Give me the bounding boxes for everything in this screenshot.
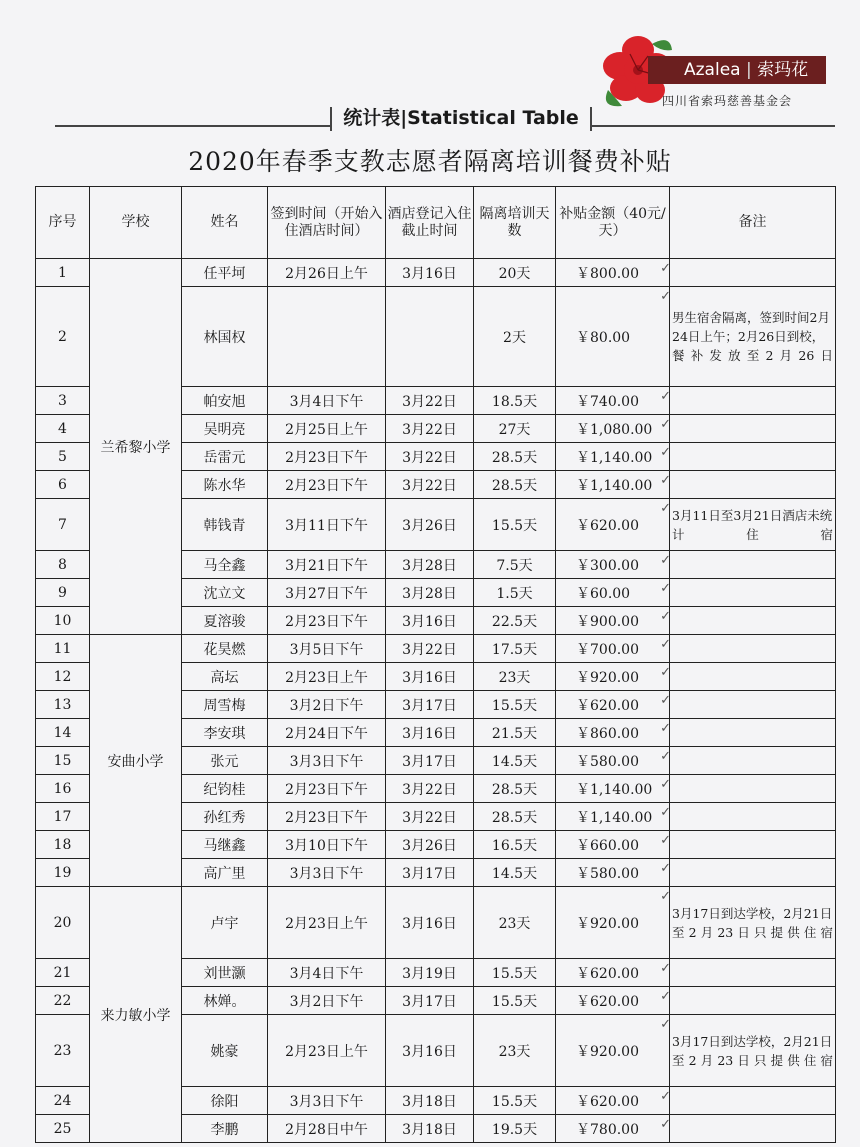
cell-checkout: 3月22日 [386, 443, 474, 471]
handwritten-check-icon: ✓ [660, 749, 671, 764]
cell-checkin: 2月24日下午 [268, 719, 386, 747]
cell-checkout: 3月26日 [386, 499, 474, 551]
cell-checkin: 2月23日下午 [268, 775, 386, 803]
cell-amount [556, 987, 670, 1015]
cell-name: 卢宇 [182, 887, 268, 959]
amount-value: ￥780.00 [576, 1121, 639, 1138]
cell-checkin: 3月2日下午 [268, 987, 386, 1015]
cell-checkout: 3月28日 [386, 551, 474, 579]
cell-name: 徐阳 [182, 1087, 268, 1115]
cell-checkin: 3月21日下午 [268, 551, 386, 579]
cell-checkin: 2月25日上午 [268, 415, 386, 443]
cell-no: 14 [36, 719, 90, 747]
cell-remark [670, 959, 836, 987]
cell-remark [670, 747, 836, 775]
logo-brand-band: Azalea | 索玛花 [648, 56, 826, 84]
cell-days: 15.5天 [474, 959, 556, 987]
cell-remark [670, 691, 836, 719]
handwritten-check-icon: ✓ [660, 289, 671, 304]
cell-amount [556, 1087, 670, 1115]
amount-value: ￥620.00 [576, 1093, 639, 1110]
amount-value: ￥620.00 [576, 965, 639, 982]
handwritten-check-icon: ✓ [660, 473, 671, 488]
handwritten-check-icon: ✓ [660, 417, 671, 432]
cell-remark [670, 607, 836, 635]
amount-value: ￥1,140.00 [576, 477, 653, 494]
cell-amount [556, 887, 670, 959]
col-header-remark: 备注 [670, 187, 836, 259]
cell-remark: 3月17日到达学校，2月21日至2月23日只提供住宿 [670, 1015, 836, 1087]
cell-checkin: 2月23日下午 [268, 803, 386, 831]
cell-remark [670, 551, 836, 579]
cell-no: 19 [36, 859, 90, 887]
logo-brand-cn: 索玛花 [757, 60, 809, 80]
cell-amount [556, 775, 670, 803]
cell-checkin: 3月5日下午 [268, 635, 386, 663]
cell-amount [556, 471, 670, 499]
cell-remark [670, 415, 836, 443]
cell-name: 林婵。 [182, 987, 268, 1015]
cell-checkout [386, 287, 474, 387]
cell-name: 姚豪 [182, 1015, 268, 1087]
amount-value: ￥860.00 [576, 725, 639, 742]
cell-name: 李鹏 [182, 1115, 268, 1143]
cell-checkin: 3月27日下午 [268, 579, 386, 607]
cell-no: 23 [36, 1015, 90, 1087]
cell-no: 5 [36, 443, 90, 471]
cell-checkin: 3月4日下午 [268, 959, 386, 987]
cell-days: 23天 [474, 663, 556, 691]
amount-value: ￥920.00 [576, 915, 639, 932]
table-row [36, 259, 836, 287]
cell-name: 岳雷元 [182, 443, 268, 471]
cell-checkout: 3月22日 [386, 775, 474, 803]
amount-value: ￥620.00 [576, 993, 639, 1010]
cell-amount [556, 259, 670, 287]
cell-checkin: 2月23日上午 [268, 887, 386, 959]
cell-name: 马全鑫 [182, 551, 268, 579]
amount-value: ￥920.00 [576, 669, 639, 686]
cell-checkout: 3月26日 [386, 831, 474, 859]
cell-days: 7.5天 [474, 551, 556, 579]
cell-checkin: 2月23日下午 [268, 443, 386, 471]
cell-amount [556, 551, 670, 579]
col-header-school: 学校 [90, 187, 182, 259]
cell-name: 花昊燃 [182, 635, 268, 663]
handwritten-check-icon: ✓ [660, 389, 671, 404]
cell-days: 15.5天 [474, 499, 556, 551]
col-header-name: 姓名 [182, 187, 268, 259]
table-row [36, 887, 836, 959]
cell-amount [556, 579, 670, 607]
cell-no: 11 [36, 635, 90, 663]
cell-amount [556, 499, 670, 551]
cell-no: 10 [36, 607, 90, 635]
cell-remark [670, 719, 836, 747]
cell-checkin: 2月23日上午 [268, 663, 386, 691]
cell-days: 22.5天 [474, 607, 556, 635]
cell-school: 安曲小学 [90, 635, 182, 887]
cell-no: 4 [36, 415, 90, 443]
cell-checkout: 3月17日 [386, 691, 474, 719]
cell-amount [556, 607, 670, 635]
cell-days: 20天 [474, 259, 556, 287]
cell-amount [556, 831, 670, 859]
handwritten-check-icon: ✓ [660, 833, 671, 848]
cell-remark [670, 775, 836, 803]
cell-no: 21 [36, 959, 90, 987]
cell-checkout: 3月16日 [386, 259, 474, 287]
cell-checkout: 3月16日 [386, 663, 474, 691]
cell-no: 6 [36, 471, 90, 499]
table-row [36, 635, 836, 663]
cell-checkin [268, 287, 386, 387]
handwritten-check-icon: ✓ [660, 501, 671, 516]
cell-remark: 3月11日至3月21日酒店未统计住宿 [670, 499, 836, 551]
cell-days: 14.5天 [474, 747, 556, 775]
cell-checkin: 2月23日上午 [268, 1015, 386, 1087]
cell-name: 林国权 [182, 287, 268, 387]
col-header-amount: 补贴金额（40元/天） [556, 187, 670, 259]
cell-amount [556, 443, 670, 471]
cell-amount [556, 691, 670, 719]
handwritten-check-icon: ✓ [660, 637, 671, 652]
cell-days: 15.5天 [474, 691, 556, 719]
cell-remark [670, 259, 836, 287]
cell-school: 兰希黎小学 [90, 259, 182, 635]
col-header-no: 序号 [36, 187, 90, 259]
cell-name: 李安琪 [182, 719, 268, 747]
cell-no: 25 [36, 1115, 90, 1143]
cell-checkout: 3月16日 [386, 887, 474, 959]
col-header-checkin: 签到时间（开始入住酒店时间） [268, 187, 386, 259]
cell-checkin: 3月3日下午 [268, 747, 386, 775]
cell-days: 28.5天 [474, 471, 556, 499]
cell-remark [670, 663, 836, 691]
cell-name: 韩钱青 [182, 499, 268, 551]
cell-checkin: 3月4日下午 [268, 387, 386, 415]
cell-no: 12 [36, 663, 90, 691]
amount-value: ￥1,140.00 [576, 781, 653, 798]
subsidy-table [35, 186, 836, 1143]
amount-value: ￥80.00 [576, 329, 631, 346]
header-label-text: 统计表|Statistical Table [343, 107, 579, 129]
cell-no: 9 [36, 579, 90, 607]
cell-remark [670, 635, 836, 663]
handwritten-check-icon: ✓ [660, 1017, 671, 1032]
amount-value: ￥580.00 [576, 753, 639, 770]
cell-amount [556, 635, 670, 663]
cell-amount [556, 387, 670, 415]
cell-checkin: 3月11日下午 [268, 499, 386, 551]
cell-remark [670, 1115, 836, 1143]
cell-checkout: 3月18日 [386, 1115, 474, 1143]
cell-name: 高坛 [182, 663, 268, 691]
handwritten-check-icon: ✓ [660, 777, 671, 792]
cell-no: 7 [36, 499, 90, 551]
header-bar-right [590, 107, 592, 131]
azalea-foundation-logo [600, 30, 830, 112]
handwritten-check-icon: ✓ [660, 989, 671, 1004]
cell-checkout: 3月17日 [386, 987, 474, 1015]
amount-value: ￥920.00 [576, 1043, 639, 1060]
cell-amount [556, 287, 670, 387]
cell-name: 纪钧桂 [182, 775, 268, 803]
handwritten-check-icon: ✓ [660, 1117, 671, 1132]
amount-value: ￥740.00 [576, 393, 639, 410]
col-header-hotel: 酒店登记入住截止时间 [386, 187, 474, 259]
cell-checkout: 3月22日 [386, 635, 474, 663]
cell-days: 21.5天 [474, 719, 556, 747]
cell-name: 张元 [182, 747, 268, 775]
handwritten-check-icon: ✓ [660, 261, 671, 276]
cell-days: 28.5天 [474, 775, 556, 803]
handwritten-check-icon: ✓ [660, 889, 671, 904]
cell-name: 陈水华 [182, 471, 268, 499]
cell-checkout: 3月28日 [386, 579, 474, 607]
logo-brand-en: Azalea [684, 60, 741, 80]
cell-name: 任平坷 [182, 259, 268, 287]
cell-remark [670, 579, 836, 607]
cell-name: 孙红秀 [182, 803, 268, 831]
handwritten-check-icon: ✓ [660, 721, 671, 736]
cell-days: 28.5天 [474, 443, 556, 471]
cell-amount [556, 803, 670, 831]
cell-checkout: 3月18日 [386, 1087, 474, 1115]
amount-value: ￥1,080.00 [576, 421, 653, 438]
cell-checkout: 3月19日 [386, 959, 474, 987]
cell-checkin: 2月23日下午 [268, 471, 386, 499]
cell-amount [556, 663, 670, 691]
amount-value: ￥620.00 [576, 697, 639, 714]
cell-amount [556, 719, 670, 747]
cell-remark [670, 831, 836, 859]
cell-days: 28.5天 [474, 803, 556, 831]
amount-value: ￥580.00 [576, 865, 639, 882]
cell-name: 刘世灏 [182, 959, 268, 987]
handwritten-check-icon: ✓ [660, 805, 671, 820]
cell-no: 17 [36, 803, 90, 831]
cell-no: 13 [36, 691, 90, 719]
cell-no: 15 [36, 747, 90, 775]
cell-days: 15.5天 [474, 1087, 556, 1115]
amount-value: ￥700.00 [576, 641, 639, 658]
cell-checkin: 3月3日下午 [268, 1087, 386, 1115]
cell-checkin: 3月10日下午 [268, 831, 386, 859]
cell-amount [556, 415, 670, 443]
document-title: 2020年春季支教志愿者隔离培训餐费补贴 [188, 147, 672, 176]
cell-name: 夏溶骏 [182, 607, 268, 635]
logo-org-name: 四川省索玛慈善基金会 [662, 94, 793, 108]
cell-days: 23天 [474, 1015, 556, 1087]
cell-remark [670, 1087, 836, 1115]
amount-value: ￥620.00 [576, 517, 639, 534]
cell-days: 16.5天 [474, 831, 556, 859]
cell-remark [670, 387, 836, 415]
cell-no: 24 [36, 1087, 90, 1115]
amount-value: ￥1,140.00 [576, 809, 653, 826]
cell-days: 17.5天 [474, 635, 556, 663]
cell-checkout: 3月17日 [386, 747, 474, 775]
amount-value: ￥900.00 [576, 613, 639, 630]
cell-days: 2天 [474, 287, 556, 387]
cell-checkout: 3月22日 [386, 803, 474, 831]
handwritten-check-icon: ✓ [660, 553, 671, 568]
cell-no: 2 [36, 287, 90, 387]
cell-name: 沈立文 [182, 579, 268, 607]
cell-checkin: 2月26日上午 [268, 259, 386, 287]
handwritten-check-icon: ✓ [660, 609, 671, 624]
cell-name: 吴明亮 [182, 415, 268, 443]
cell-checkin: 3月2日下午 [268, 691, 386, 719]
handwritten-check-icon: ✓ [660, 445, 671, 460]
cell-days: 23天 [474, 887, 556, 959]
cell-amount [556, 959, 670, 987]
cell-checkin: 3月3日下午 [268, 859, 386, 887]
cell-name: 马继鑫 [182, 831, 268, 859]
cell-checkin: 2月28日中午 [268, 1115, 386, 1143]
handwritten-check-icon: ✓ [660, 693, 671, 708]
table-header-row [36, 187, 836, 259]
cell-no: 1 [36, 259, 90, 287]
cell-days: 27天 [474, 415, 556, 443]
col-header-days: 隔离培训天数 [474, 187, 556, 259]
amount-value: ￥800.00 [576, 265, 639, 282]
cell-remark: 3月17日到达学校，2月21日至2月23日只提供住宿 [670, 887, 836, 959]
handwritten-check-icon: ✓ [660, 581, 671, 596]
cell-no: 16 [36, 775, 90, 803]
cell-checkout: 3月16日 [386, 719, 474, 747]
cell-remark [670, 987, 836, 1015]
cell-checkout: 3月16日 [386, 1015, 474, 1087]
cell-remark: 男生宿舍隔离，签到时间2月24日上午；2月26日到校，餐补发放至2月26日 [670, 287, 836, 387]
cell-name: 帕安旭 [182, 387, 268, 415]
cell-no: 3 [36, 387, 90, 415]
cell-checkout: 3月16日 [386, 607, 474, 635]
cell-remark [670, 443, 836, 471]
cell-no: 18 [36, 831, 90, 859]
cell-days: 18.5天 [474, 387, 556, 415]
cell-amount [556, 747, 670, 775]
amount-value: ￥660.00 [576, 837, 639, 854]
cell-remark [670, 859, 836, 887]
handwritten-check-icon: ✓ [660, 1089, 671, 1104]
cell-checkin: 2月23日下午 [268, 607, 386, 635]
cell-days: 15.5天 [474, 987, 556, 1015]
cell-days: 19.5天 [474, 1115, 556, 1143]
cell-checkout: 3月17日 [386, 859, 474, 887]
cell-checkout: 3月22日 [386, 471, 474, 499]
header-bar-left [330, 107, 332, 131]
cell-days: 14.5天 [474, 859, 556, 887]
cell-name: 高广里 [182, 859, 268, 887]
cell-no: 8 [36, 551, 90, 579]
cell-amount [556, 1015, 670, 1087]
amount-value: ￥60.00 [576, 585, 631, 602]
cell-checkout: 3月22日 [386, 415, 474, 443]
handwritten-check-icon: ✓ [660, 665, 671, 680]
cell-remark [670, 471, 836, 499]
cell-amount [556, 1115, 670, 1143]
handwritten-check-icon: ✓ [660, 861, 671, 876]
cell-no: 20 [36, 887, 90, 959]
cell-remark [670, 803, 836, 831]
cell-name: 周雪梅 [182, 691, 268, 719]
handwritten-check-icon: ✓ [660, 961, 671, 976]
cell-no: 22 [36, 987, 90, 1015]
cell-checkout: 3月22日 [386, 387, 474, 415]
cell-school: 来力敏小学 [90, 887, 182, 1143]
cell-amount [556, 859, 670, 887]
amount-value: ￥1,140.00 [576, 449, 653, 466]
cell-days: 1.5天 [474, 579, 556, 607]
header-label [330, 103, 592, 133]
amount-value: ￥300.00 [576, 557, 639, 574]
